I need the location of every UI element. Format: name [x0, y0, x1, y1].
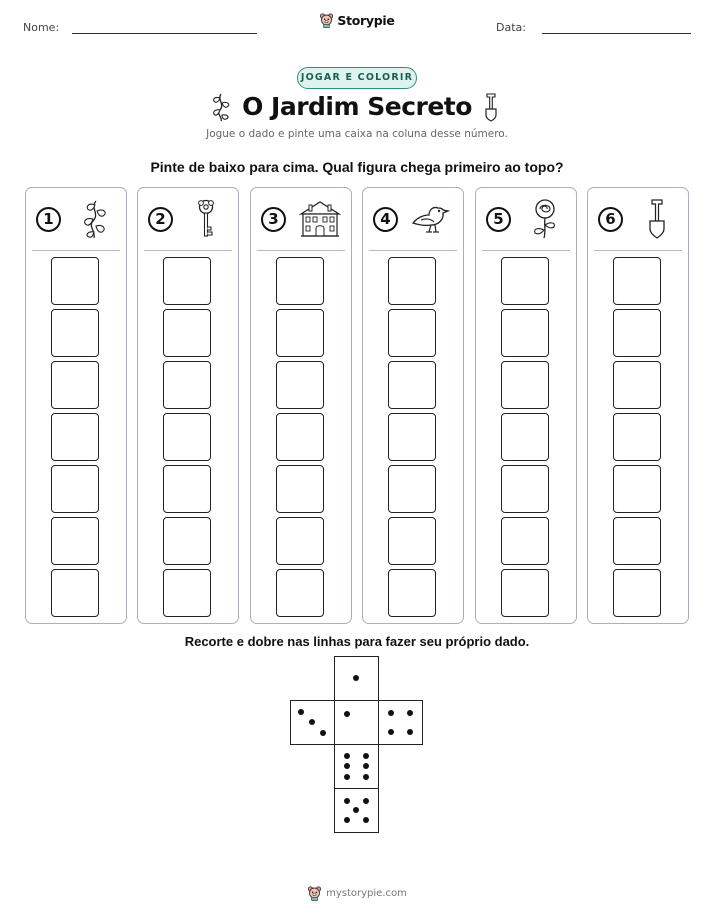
column-4 — [362, 187, 464, 624]
column-number: 1 — [36, 207, 61, 232]
color-box[interactable] — [163, 517, 211, 565]
instruction: Pinte de baixo para cima. Qual figura chega primeiro ao topo? — [150, 159, 564, 175]
column-divider — [32, 250, 120, 251]
color-box[interactable] — [613, 309, 661, 357]
column-1 — [25, 187, 127, 624]
column-header — [26, 188, 126, 250]
dice-face-1 — [334, 700, 379, 745]
column-5 — [475, 187, 577, 624]
dice-pip — [407, 710, 413, 716]
color-box[interactable] — [613, 257, 661, 305]
color-box[interactable] — [501, 413, 549, 461]
color-box[interactable] — [51, 361, 99, 409]
column-6 — [587, 187, 689, 624]
dice-face-4 — [378, 700, 423, 745]
dice-face-1 — [334, 656, 379, 701]
page-title: O Jardim Secreto — [242, 92, 472, 121]
color-box[interactable] — [276, 413, 324, 461]
color-box[interactable] — [501, 569, 549, 617]
color-box[interactable] — [501, 465, 549, 513]
color-box[interactable] — [388, 569, 436, 617]
color-box[interactable] — [501, 309, 549, 357]
dice-pip — [407, 729, 413, 735]
column-header — [588, 188, 688, 250]
color-box[interactable] — [51, 465, 99, 513]
column-2 — [137, 187, 239, 624]
color-box[interactable] — [163, 569, 211, 617]
date-label: Data: — [496, 21, 526, 34]
column-divider — [369, 250, 457, 251]
dice-pip — [388, 729, 394, 735]
storypie-bear-icon — [307, 885, 322, 901]
dice-pip — [298, 709, 304, 715]
color-box[interactable] — [613, 361, 661, 409]
brand — [0, 12, 714, 33]
name-label: Nome: — [23, 21, 60, 34]
color-box[interactable] — [613, 465, 661, 513]
color-box[interactable] — [613, 569, 661, 617]
color-box[interactable] — [388, 413, 436, 461]
dice-pip — [344, 711, 350, 717]
column-number: 4 — [373, 207, 398, 232]
dice-face-5 — [334, 788, 379, 833]
dice-pip — [363, 817, 369, 823]
color-box[interactable] — [163, 257, 211, 305]
dice-pip — [344, 763, 350, 769]
column-divider — [144, 250, 232, 251]
color-box[interactable] — [276, 517, 324, 565]
color-box[interactable] — [276, 569, 324, 617]
column-divider — [594, 250, 682, 251]
dice-pip — [344, 817, 350, 823]
color-box[interactable] — [276, 309, 324, 357]
column-number: 3 — [261, 207, 286, 232]
color-box[interactable] — [501, 361, 549, 409]
color-box[interactable] — [163, 361, 211, 409]
shovel-decoration-icon — [482, 92, 500, 122]
color-box[interactable] — [51, 517, 99, 565]
brand-name: Storypie — [337, 12, 395, 28]
dice-pip — [363, 774, 369, 780]
date-field[interactable] — [542, 33, 691, 34]
dice-pip — [353, 675, 359, 681]
color-box[interactable] — [51, 257, 99, 305]
dice-pip — [320, 730, 326, 736]
color-box[interactable] — [388, 465, 436, 513]
column-header — [251, 188, 351, 250]
mansion-icon — [299, 198, 341, 240]
column-header — [476, 188, 576, 250]
color-box[interactable] — [51, 309, 99, 357]
subtitle: Jogue o dado e pinte uma caixa na coluna desse número. — [206, 128, 508, 140]
robin-bird-icon — [411, 198, 453, 240]
dice-pip — [344, 774, 350, 780]
footer — [0, 885, 714, 906]
storypie-bear-icon — [319, 12, 334, 28]
color-box[interactable] — [51, 569, 99, 617]
column-number: 6 — [598, 207, 623, 232]
color-box[interactable] — [276, 465, 324, 513]
dice-pip — [363, 798, 369, 804]
rose-icon — [524, 198, 566, 240]
category-tag: JOGAR E COLORIR — [297, 67, 417, 89]
dice-pip — [344, 798, 350, 804]
footer-link[interactable]: mystorypie.com — [326, 887, 407, 899]
column-header — [363, 188, 463, 250]
ivy-vine-icon — [74, 198, 116, 240]
color-box[interactable] — [501, 257, 549, 305]
color-box[interactable] — [501, 517, 549, 565]
dice-pip — [344, 753, 350, 759]
shovel-icon — [636, 198, 678, 240]
color-box[interactable] — [163, 413, 211, 461]
dice-pip — [353, 807, 359, 813]
color-box[interactable] — [388, 517, 436, 565]
color-box[interactable] — [276, 257, 324, 305]
color-box[interactable] — [388, 361, 436, 409]
column-number: 5 — [486, 207, 511, 232]
color-box[interactable] — [388, 257, 436, 305]
color-box[interactable] — [613, 413, 661, 461]
color-box[interactable] — [51, 413, 99, 461]
color-box[interactable] — [163, 309, 211, 357]
color-box[interactable] — [388, 309, 436, 357]
dice-pip — [363, 763, 369, 769]
dice-face-6 — [334, 744, 379, 789]
cut-instruction: Recorte e dobre nas linhas para fazer seu próprio dado. — [184, 634, 530, 649]
key-icon — [186, 198, 228, 240]
color-box[interactable] — [163, 465, 211, 513]
color-box[interactable] — [613, 517, 661, 565]
column-divider — [257, 250, 345, 251]
dice-face-3 — [290, 700, 335, 745]
column-number: 2 — [148, 207, 173, 232]
name-field[interactable] — [72, 33, 257, 34]
column-3 — [250, 187, 352, 624]
dice-pip — [388, 710, 394, 716]
column-divider — [482, 250, 570, 251]
column-header — [138, 188, 238, 250]
dice-pip — [363, 753, 369, 759]
dice-pip — [309, 719, 315, 725]
color-box[interactable] — [276, 361, 324, 409]
